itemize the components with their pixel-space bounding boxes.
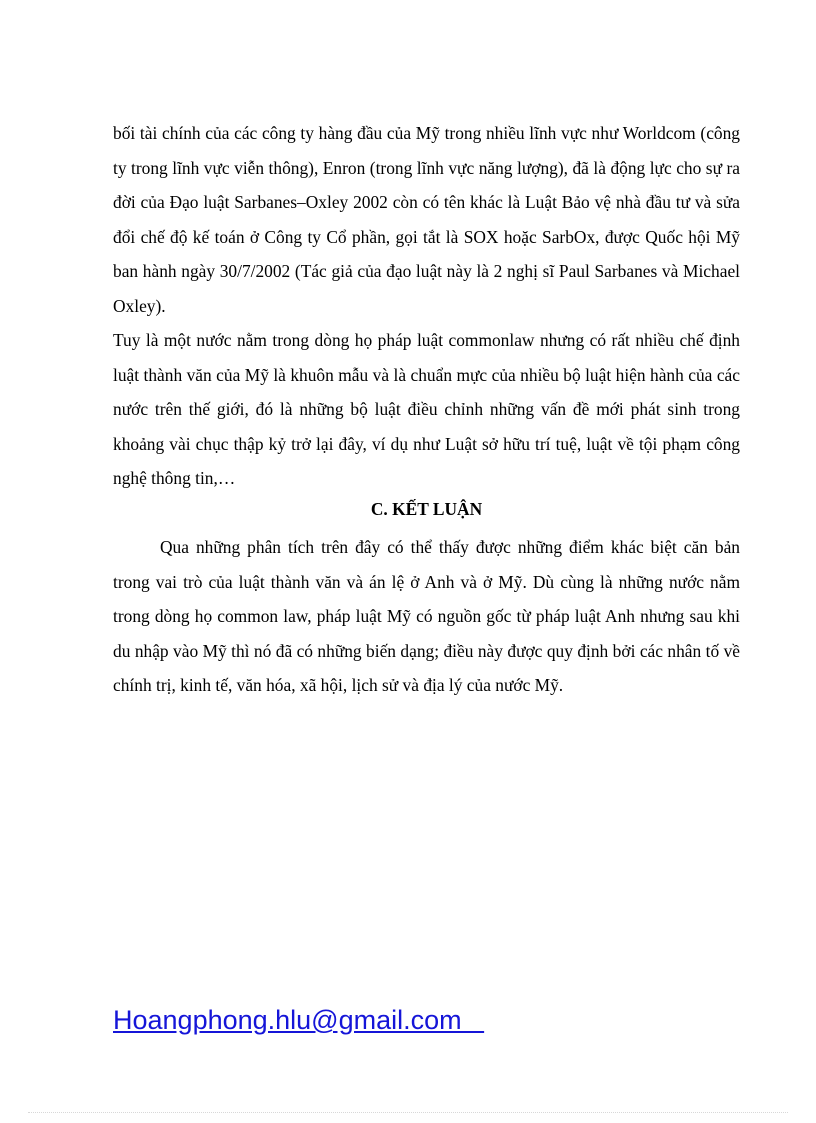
email-link[interactable]: Hoangphong.hlu@gmail.com (113, 1005, 485, 1035)
conclusion-paragraph: Qua những phân tích trên đây có thể thấy được những điểm khác biệt căn bản trong vai trò của luật thành văn và án lệ ở Anh và ở Mỹ. Dù cùng là những nước nằm trong dòng họ common law, pháp luật Mỹ có nguồn gốc từ pháp luật Anh nhưng sau khi du nhập vào Mỹ thì nó đã có những biến dạng; điều này được quy định bởi các nhân tố về chính trị, kinh tế, văn hóa, xã hội, lịch sử và địa lý của nước Mỹ. (113, 537, 740, 695)
body-paragraph-us-statutes: Tuy là một nước nằm trong dòng họ pháp luật commonlaw nhưng có rất nhiều chế định luật thành văn của Mỹ là khuôn mẫu và là chuẩn mực của nhiều bộ luật hiện hành của các nước trên thế giới, đó là những bộ luật điều chỉnh những vấn đề mới phát sinh trong khoảng vài chục thập kỷ trở lại đây, ví dụ như Luật sở hữu trí tuệ, luật về tội phạm công nghệ thông tin,… (113, 330, 740, 488)
page-bottom-divider (28, 1112, 788, 1113)
section-heading-conclusion: C. KẾT LUẬN (370, 499, 483, 519)
body-paragraph-continuation: bối tài chính của các công ty hàng đầu của Mỹ trong nhiều lĩnh vực như Worldcom (công ty trong lĩnh vực viễn thông), Enron (trong lĩnh vực năng lượng), đã là động lực cho sự ra đời của Đạo luật Sarbanes–Oxley 2002 còn có tên khác là Luật Bảo vệ nhà đầu tư và sửa đổi chế độ kế toán ở Công ty Cổ phần, gọi tắt là SOX hoặc SarbOx, được Quốc hội Mỹ ban hành ngày 30/7/2002 (Tác giả của đạo luật này là 2 nghị sĩ Paul Sarbanes và Michael Oxley). (113, 123, 740, 316)
